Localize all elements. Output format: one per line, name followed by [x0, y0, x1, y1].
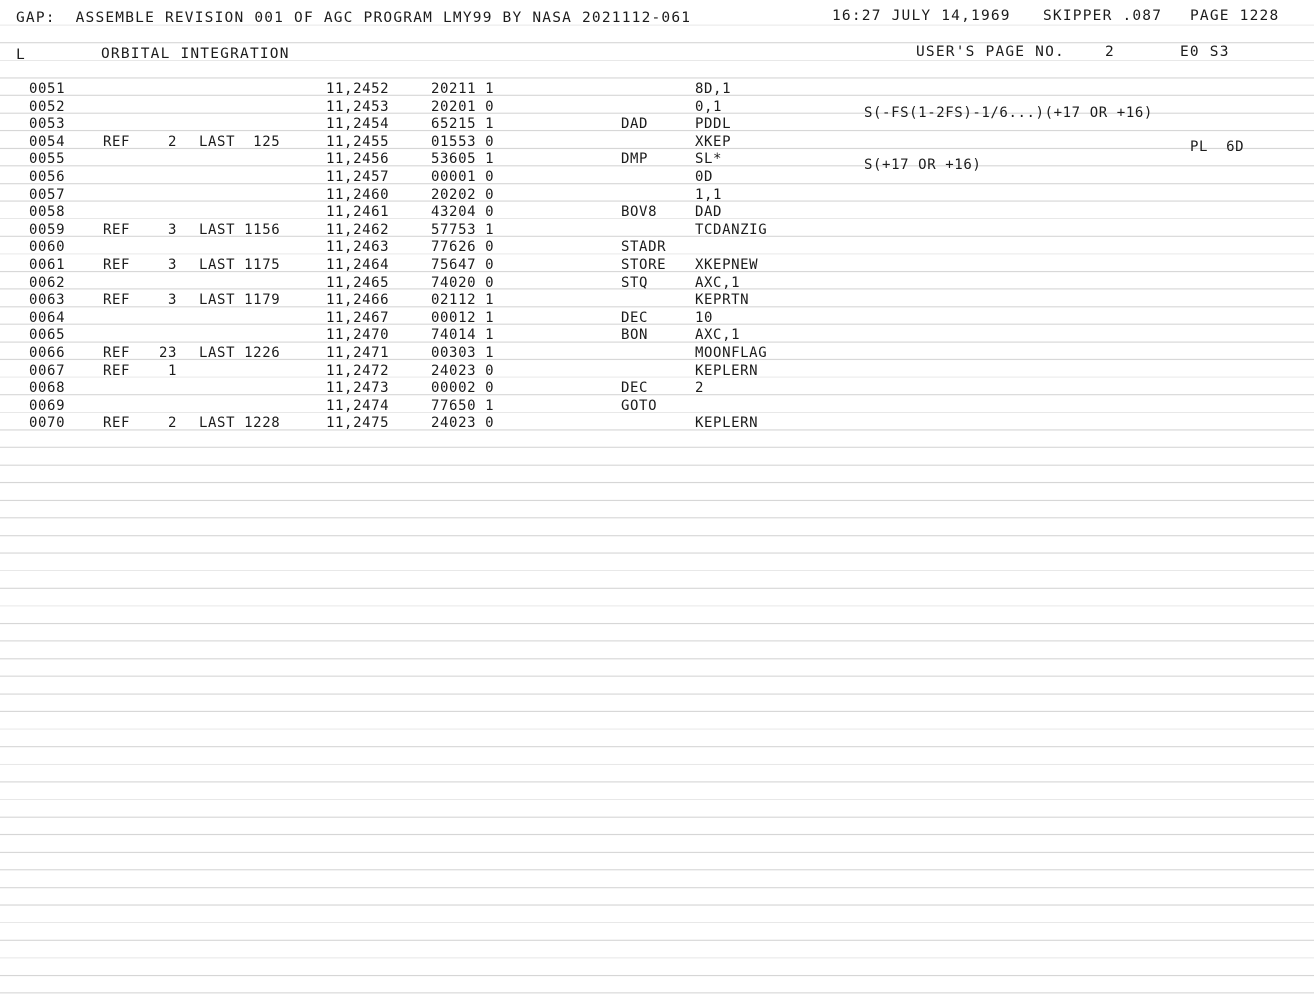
last-ref: LAST 125	[199, 133, 281, 150]
operand: AXC,1	[695, 274, 741, 291]
listing-row	[0, 380, 1314, 397]
line-number: 0058	[29, 204, 66, 221]
address: 11,2456	[326, 151, 390, 168]
line-number: 0061	[29, 257, 66, 273]
opcode: STADR	[621, 239, 667, 256]
octal-word: 00303 1	[431, 345, 495, 361]
listing-row	[0, 187, 1314, 204]
opcode: DAD	[621, 116, 649, 133]
line-number: 0052	[29, 98, 66, 115]
operand: 0D	[695, 169, 714, 185]
octal-word: 20211 1	[431, 81, 495, 97]
comment: S(-FS(1-2FS)-1/6...)(+17 OR +16)	[864, 104, 1153, 121]
listing-row	[0, 98, 1314, 121]
listing-row	[0, 151, 1314, 174]
operand: XKEPNEW	[695, 257, 759, 273]
line-number: 0060	[29, 239, 66, 256]
line-number: 0056	[29, 169, 66, 185]
address: 11,2457	[326, 169, 390, 185]
listing-row	[0, 275, 1314, 292]
opcode: BON	[621, 327, 649, 344]
address: 11,2461	[326, 204, 390, 221]
ref-label: REF	[103, 292, 131, 309]
octal-word: 00001 0	[431, 169, 495, 185]
ref-label: REF	[103, 415, 131, 432]
page-number: PAGE 1228	[1190, 8, 1280, 24]
octal-word: 24023 0	[431, 415, 495, 432]
users-page-number: 2	[1105, 44, 1115, 60]
listing-header: GAP: ASSEMBLE REVISION 001 OF AGC PROGRAM LMY99 BY NASA 2021112-061	[16, 10, 692, 26]
listing-row	[0, 327, 1314, 344]
operand: 10	[695, 309, 714, 326]
octal-word: 74020 0	[431, 274, 495, 291]
ref-label: REF	[103, 221, 131, 238]
address: 11,2475	[326, 415, 390, 432]
line-number: 0066	[29, 345, 66, 361]
octal-word: 74014 1	[431, 327, 495, 344]
ref-count: 2	[167, 415, 177, 432]
octal-word: 77650 1	[431, 397, 495, 414]
opcode: BOV8	[621, 204, 658, 221]
operand: AXC,1	[695, 327, 741, 344]
octal-word: 65215 1	[431, 116, 495, 133]
listing-row	[0, 398, 1314, 415]
address: 11,2472	[326, 362, 390, 379]
users-page-label: USER'S PAGE NO.	[916, 44, 1065, 60]
operand: KEPLERN	[695, 415, 759, 432]
line-number: 0068	[29, 380, 66, 397]
operand: DAD	[695, 204, 723, 221]
listing-row	[0, 169, 1314, 186]
line-number: 0051	[29, 81, 66, 97]
timestamp: 16:27 JULY 14,1969	[832, 8, 1011, 24]
operand: 8D,1	[695, 81, 732, 97]
pushdown-note: PL 6D	[1190, 139, 1245, 156]
last-ref: LAST 1226	[199, 345, 281, 361]
listing-row	[0, 292, 1314, 309]
address: 11,2473	[326, 380, 390, 397]
operand: SL*	[695, 151, 723, 168]
last-ref: LAST 1228	[199, 415, 281, 432]
listing-row	[0, 81, 1314, 98]
address: 11,2470	[326, 327, 390, 344]
line-number: 0054	[29, 133, 66, 150]
octal-word: 01553 0	[431, 133, 495, 150]
address: 11,2460	[326, 186, 390, 203]
line-number: 0057	[29, 186, 66, 203]
listing-code: E0 S3	[1180, 44, 1230, 60]
octal-word: 77626 0	[431, 239, 495, 256]
address: 11,2463	[326, 239, 390, 256]
section-title: ORBITAL INTEGRATION	[101, 46, 290, 62]
address: 11,2454	[326, 116, 390, 133]
octal-word: 43204 0	[431, 204, 495, 221]
listing-row	[0, 134, 1314, 151]
last-ref: LAST 1175	[199, 257, 281, 273]
last-ref: LAST 1156	[199, 221, 281, 238]
ref-count: 23	[158, 345, 177, 361]
octal-word: 02112 1	[431, 292, 495, 309]
octal-word: 00012 1	[431, 309, 495, 326]
address: 11,2453	[326, 98, 390, 115]
operand: KEPRTN	[695, 292, 750, 309]
ref-count: 3	[167, 221, 177, 238]
line-number: 0067	[29, 362, 66, 379]
line-number: 0053	[29, 116, 66, 133]
octal-word: 75647 0	[431, 257, 495, 273]
opcode: GOTO	[621, 397, 658, 414]
operand: PDDL	[695, 116, 732, 133]
opcode: DMP	[621, 151, 649, 168]
ref-count: 3	[167, 292, 177, 309]
ref-label: REF	[103, 345, 131, 361]
octal-word: 57753 1	[431, 221, 495, 238]
operand: 0,1	[695, 98, 723, 115]
address: 11,2455	[326, 133, 390, 150]
address: 11,2465	[326, 274, 390, 291]
line-number: 0064	[29, 309, 66, 326]
opcode: STQ	[621, 274, 649, 291]
address: 11,2466	[326, 292, 390, 309]
comment: S(+17 OR +16)	[864, 157, 982, 174]
ref-count: 3	[167, 257, 177, 273]
octal-word: 20201 0	[431, 98, 495, 115]
address: 11,2462	[326, 221, 390, 238]
listing-row	[0, 345, 1314, 362]
line-number: 0065	[29, 327, 66, 344]
octal-word: 20202 0	[431, 186, 495, 203]
address: 11,2471	[326, 345, 390, 361]
opcode: STORE	[621, 257, 667, 273]
ref-label: REF	[103, 133, 131, 150]
operand: TCDANZIG	[695, 221, 768, 238]
ref-count: 2	[167, 133, 177, 150]
last-ref: LAST 1179	[199, 292, 281, 309]
octal-word: 00002 0	[431, 380, 495, 397]
line-number: 0062	[29, 274, 66, 291]
line-number: 0059	[29, 221, 66, 238]
operand: MOONFLAG	[695, 345, 768, 361]
operand: XKEP	[695, 133, 732, 150]
address: 11,2474	[326, 397, 390, 414]
line-number: 0070	[29, 415, 66, 432]
listing-row	[0, 310, 1314, 327]
operand: 1,1	[695, 186, 723, 203]
ref-label: REF	[103, 257, 131, 273]
opcode: DEC	[621, 309, 649, 326]
octal-word: 53605 1	[431, 151, 495, 168]
address: 11,2452	[326, 81, 390, 97]
listing-row	[0, 239, 1314, 256]
line-number: 0069	[29, 397, 66, 414]
ref-count: 1	[167, 362, 177, 379]
operator-id: SKIPPER .087	[1043, 8, 1163, 24]
section-marker: L	[16, 47, 26, 63]
listing-row	[0, 363, 1314, 380]
octal-word: 24023 0	[431, 362, 495, 379]
listing-row	[0, 204, 1314, 221]
line-number: 0063	[29, 292, 66, 309]
ref-label: REF	[103, 362, 131, 379]
listing-row	[0, 415, 1314, 432]
listing-row	[0, 222, 1314, 239]
line-number: 0055	[29, 151, 66, 168]
opcode: DEC	[621, 380, 649, 397]
operand: KEPLERN	[695, 362, 759, 379]
operand: 2	[695, 380, 705, 397]
address: 11,2467	[326, 309, 390, 326]
listing-row	[0, 257, 1314, 274]
address: 11,2464	[326, 257, 390, 273]
